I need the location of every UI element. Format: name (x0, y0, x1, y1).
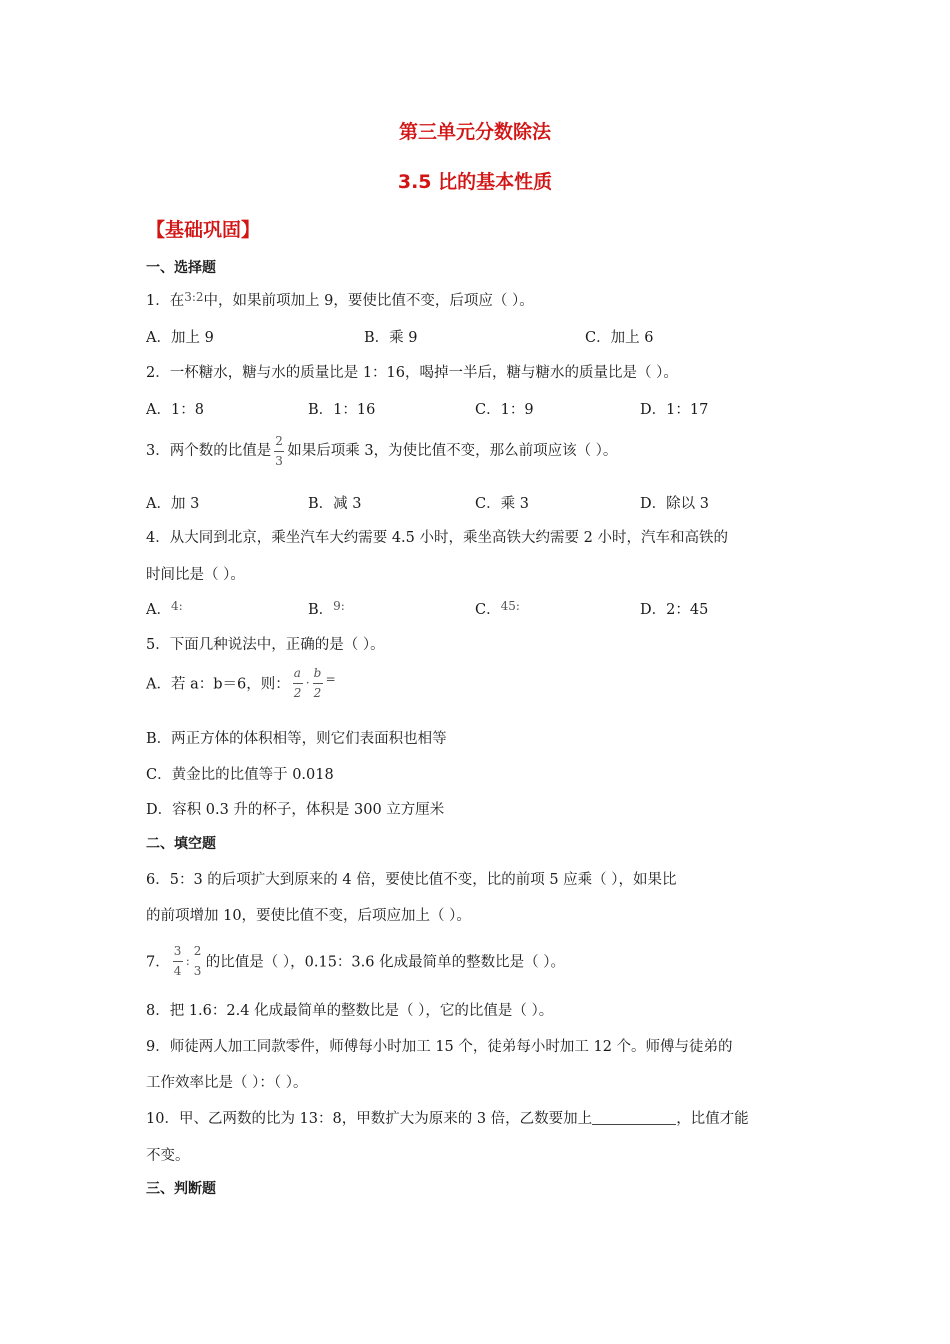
question-3-option-a: A．加 3 (146, 496, 200, 512)
question-2-option-b: B．1：16 (308, 402, 376, 418)
answer-blank-line (592, 1110, 676, 1125)
question-3-option-c: C．乘 3 (475, 496, 529, 512)
fraction-b-over-2 (312, 668, 324, 698)
question-1-text: 中，如果前项加上 9，要使比值不变，后项应（ ）。 (203, 293, 534, 309)
question-5-option-a (146, 668, 336, 698)
question-4-line-2: 时间比是（ ）。 (146, 567, 245, 583)
question-1-prefix: 1．在 (146, 293, 185, 309)
question-1-ratio: 3:2 (184, 290, 204, 304)
fraction-numerator: 2 (193, 944, 202, 958)
section-heading-choice: 一、选择题 (146, 260, 216, 276)
fraction-denominator: 3 (193, 964, 202, 978)
fraction-bar (173, 961, 183, 962)
section-banner: 【基础巩固】 (146, 219, 261, 241)
question-3-option-b: B．减 3 (308, 496, 362, 512)
fraction-denominator: 4 (173, 964, 182, 978)
option-a-value: 4: (170, 599, 183, 613)
question-10-suffix: ，比值才能 (676, 1111, 749, 1127)
question-3-option-d: D．除以 3 (640, 496, 709, 512)
fraction-three-quarters (172, 946, 184, 976)
question-1-option-b: B．乘 9 (364, 330, 418, 346)
question-7-prefix: 7． (146, 954, 170, 971)
question-5-option-c: C．黄金比的比值等于 0.018 (146, 767, 334, 783)
question-3-fraction (273, 436, 285, 466)
question-10-line-1 (146, 1107, 749, 1128)
fraction-numerator: a (293, 666, 301, 680)
question-2-option-d: D．1：17 (640, 402, 709, 418)
section-heading-fill: 二、填空题 (146, 836, 216, 852)
question-10-line-2: 不变。 (146, 1148, 190, 1164)
question-1 (146, 289, 534, 310)
fraction-bar (274, 451, 284, 452)
question-5: 5．下面几种说法中，正确的是（ ）。 (146, 637, 385, 653)
question-1-option-c: C．加上 6 (585, 330, 654, 346)
ratio-separator: · (305, 676, 310, 690)
option-b-value: 9: (333, 599, 345, 613)
ratio-colon: : (185, 954, 190, 968)
question-4-option-d: D．2：45 (640, 602, 709, 618)
option-c-label: C． (475, 602, 501, 618)
fraction-bar (313, 683, 323, 684)
question-2-option-c: C．1：9 (475, 402, 534, 418)
fraction-denominator: 2 (293, 686, 302, 700)
equals-sign: = (325, 672, 336, 686)
fraction-two-thirds (192, 946, 204, 976)
question-7-text: 的比值是（ ），0.15：3.6 化成最简单的整数比是（ ）。 (205, 954, 565, 971)
question-8: 8．把 1.6：2.4 化成最简单的整数比是（ ），它的比值是（ ）。 (146, 1003, 554, 1019)
fraction-bar (293, 683, 303, 684)
lesson-title: 3.5 比的基本性质 (397, 171, 553, 193)
fraction-numerator: 2 (275, 434, 283, 448)
question-3-prefix: 3．两个数的比值是 (146, 443, 272, 459)
question-6-line-1: 6．5：3 的后项扩大到原来的 4 倍，要使比值不变，比的前项 5 应乘（ ），如果比 (146, 872, 677, 888)
unit-title: 第三单元分数除法 (398, 121, 551, 143)
question-9-line-2: 工作效率比是（ ）：（ ）。 (146, 1075, 308, 1091)
question-2: 2．一杯糖水，糖与水的质量比是 1：16，喝掉一半后，糖与糖水的质量比是（ ）。 (146, 365, 678, 381)
question-4-option-a (146, 598, 183, 619)
question-2-option-a: A．1：8 (146, 402, 204, 418)
option-b-label: B． (308, 602, 334, 618)
question-10-prefix: 10．甲、乙两数的比为 13：8，甲数扩大为原来的 3 倍，乙数要加上 (146, 1111, 593, 1127)
option-c-value: 45: (500, 599, 520, 613)
option-a-label: A． (146, 602, 171, 618)
question-5-option-b: B．两正方体的体积相等，则它们表面积也相等 (146, 731, 447, 747)
question-9-line-1: 9．师徒两人加工同款零件，师傅每小时加工 15 个，徒弟每小时加工 12 个。师傅与徒弟的 (146, 1039, 733, 1055)
fraction-denominator: 2 (313, 686, 322, 700)
fraction-numerator: b (313, 666, 322, 680)
question-4-option-b (308, 598, 345, 619)
question-4-option-c (475, 598, 520, 619)
fraction-denominator: 3 (275, 454, 283, 468)
fraction-a-over-2 (292, 668, 304, 698)
question-3-text: 如果后项乘 3，为使比值不变，那么前项应该（ ）。 (287, 443, 618, 459)
option-a-text: A．若 a：b＝6，则： (146, 676, 290, 693)
fraction-numerator: 3 (173, 944, 182, 958)
question-1-option-a: A．加上 9 (146, 330, 214, 346)
question-7 (146, 946, 565, 976)
question-5-option-d: D．容积 0.3 升的杯子，体积是 300 立方厘米 (146, 802, 445, 818)
section-heading-judge: 三、判断题 (146, 1181, 216, 1197)
question-4-line-1: 4．从大同到北京，乘坐汽车大约需要 4.5 小时，乘坐高铁大约需要 2 小时，汽车和高铁的 (146, 530, 728, 546)
question-3 (146, 436, 617, 466)
question-6-line-2: 的前项增加 10，要使比值不变，后项应加上（ ）。 (146, 908, 471, 924)
